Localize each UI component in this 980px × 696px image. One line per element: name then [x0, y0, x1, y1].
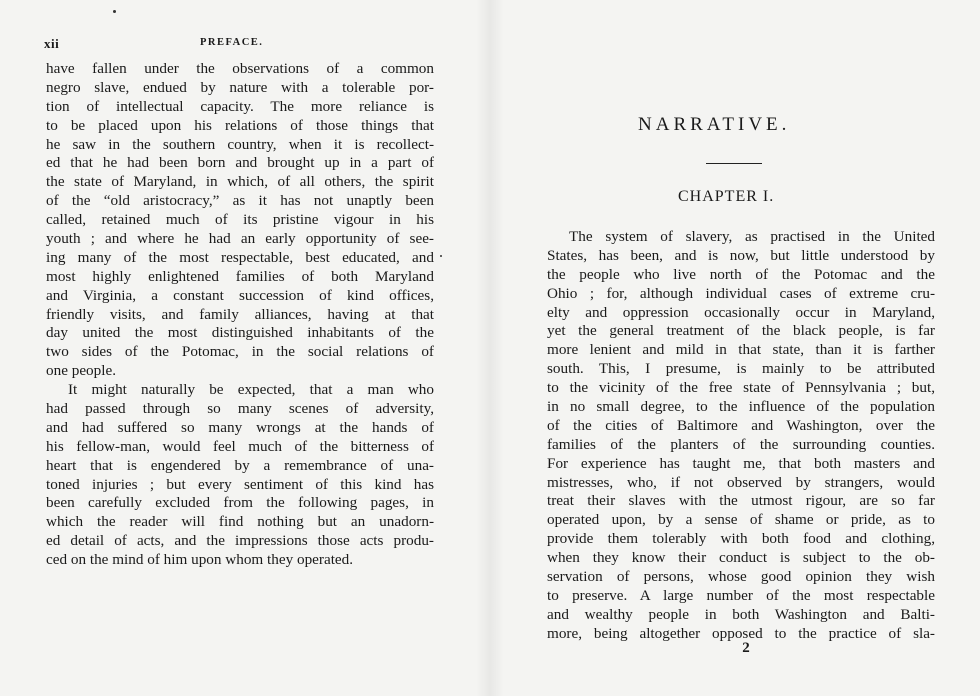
- text-line: more lenient and mild in that state, than it is farther: [547, 341, 935, 359]
- text-line: in no small degree, to the influence of the population: [547, 398, 935, 416]
- text-line: been carefully excluded from the following pages, in: [46, 494, 434, 512]
- text-line: ed that he had been born and brought up in a part of: [46, 154, 434, 172]
- narrative-title: NARRATIVE.: [638, 114, 791, 135]
- text-line: For experience has taught me, that both masters and: [547, 454, 935, 472]
- chapter-text-block: [547, 228, 935, 644]
- text-line: to the vicinity of the free state of Pennsylvania ; but,: [547, 379, 935, 397]
- text-line: when they know their conduct is subject to the ob-: [547, 549, 935, 567]
- text-line: ing many of the most respectable, best educated, and: [46, 248, 434, 266]
- text-line: of the “old aristocracy,” as it has not unaptly been: [46, 192, 434, 210]
- text-line: yet the general treatment of the black people, is far: [547, 322, 935, 340]
- text-line: servation of persons, whose good opinion they wish: [547, 568, 935, 586]
- text-line: treat their slaves with the utmost rigour, are so far: [547, 492, 935, 510]
- folio-number: xii: [44, 36, 60, 51]
- text-line: have fallen under the observations of a common: [46, 60, 434, 77]
- text-line: which the reader will find nothing but an unadorn-: [46, 513, 434, 531]
- text-line: the state of Maryland, in which, of all others, the spirit: [46, 173, 434, 191]
- text-line: States, has been, and is now, but little understood by: [547, 246, 935, 264]
- text-line: operated upon, by a sense of shame or pride, as to: [547, 511, 935, 529]
- text-line: one people.: [46, 362, 117, 380]
- text-line: to be placed upon his relations of those things that: [46, 116, 434, 134]
- text-line: had passed through so many scenes of adversity,: [46, 400, 434, 418]
- text-line: elty and oppression occasionally occur in Maryland,: [547, 303, 935, 321]
- text-line: Ohio ; for, although individual cases of extreme cru-: [547, 284, 935, 302]
- text-line: his fellow-man, would feel much of the bitterness of: [46, 437, 434, 455]
- text-line: he saw in the southern country, when it is recollect-: [46, 135, 434, 153]
- text-line: two sides of the Potomac, in the social relations of: [46, 343, 434, 361]
- text-line: families of the planters of the surrounding counties.: [547, 435, 935, 453]
- text-line: The system of slavery, as practised in the United: [569, 228, 935, 245]
- running-head-title: PREFACE.: [200, 37, 264, 48]
- text-line: provide them tolerably with both food and clothing,: [547, 530, 935, 548]
- text-line: south. This, I presume, is mainly to be attributed: [547, 360, 935, 378]
- text-line: toned injuries ; but every sentiment of this kind has: [46, 475, 434, 493]
- text-line: called, retained much of its pristine vigour in his: [46, 211, 434, 229]
- text-line: more, being altogether opposed to the practice of sla-: [547, 624, 935, 642]
- text-line: and wealthy people in both Washington and Balti-: [547, 605, 935, 623]
- page-number: 2: [742, 640, 750, 656]
- text-line: heart that is engendered by a remembrance of una-: [46, 456, 434, 474]
- text-line: ced on the mind of him upon whom they operated.: [46, 551, 354, 569]
- text-line: friendly visits, and family alliances, having at that: [46, 305, 434, 323]
- title-rule-divider: [706, 163, 762, 164]
- text-line: mistresses, who, if not observed by strangers, would: [547, 473, 935, 491]
- text-line: youth ; and where he had an early opportunity of see-: [46, 230, 434, 248]
- text-line: and had suffered so many wrongs at the hands of: [46, 418, 434, 436]
- text-line: It might naturally be expected, that a man who: [68, 381, 434, 399]
- running-head: [44, 36, 434, 54]
- text-line: most highly enlightened families of both Maryland: [46, 267, 434, 285]
- chapter-heading: CHAPTER I.: [678, 188, 775, 205]
- text-line: of the cities of Baltimore and Washington, over the: [547, 416, 935, 434]
- text-line: tion of intellectual capacity. The more reliance is: [46, 97, 434, 115]
- preface-text-block: [46, 60, 434, 570]
- text-line: negro slave, endued by nature with a tolerable por-: [46, 78, 434, 96]
- text-line: the people who live north of the Potomac and the: [547, 265, 935, 283]
- text-line: to preserve. A large number of the most respectable: [547, 586, 935, 604]
- text-line: and Virginia, a constant succession of kind offices,: [46, 286, 434, 304]
- text-line: ed detail of acts, and the impressions those acts produ-: [46, 532, 434, 550]
- text-line: day united the most distinguished inhabitants of the: [46, 324, 434, 342]
